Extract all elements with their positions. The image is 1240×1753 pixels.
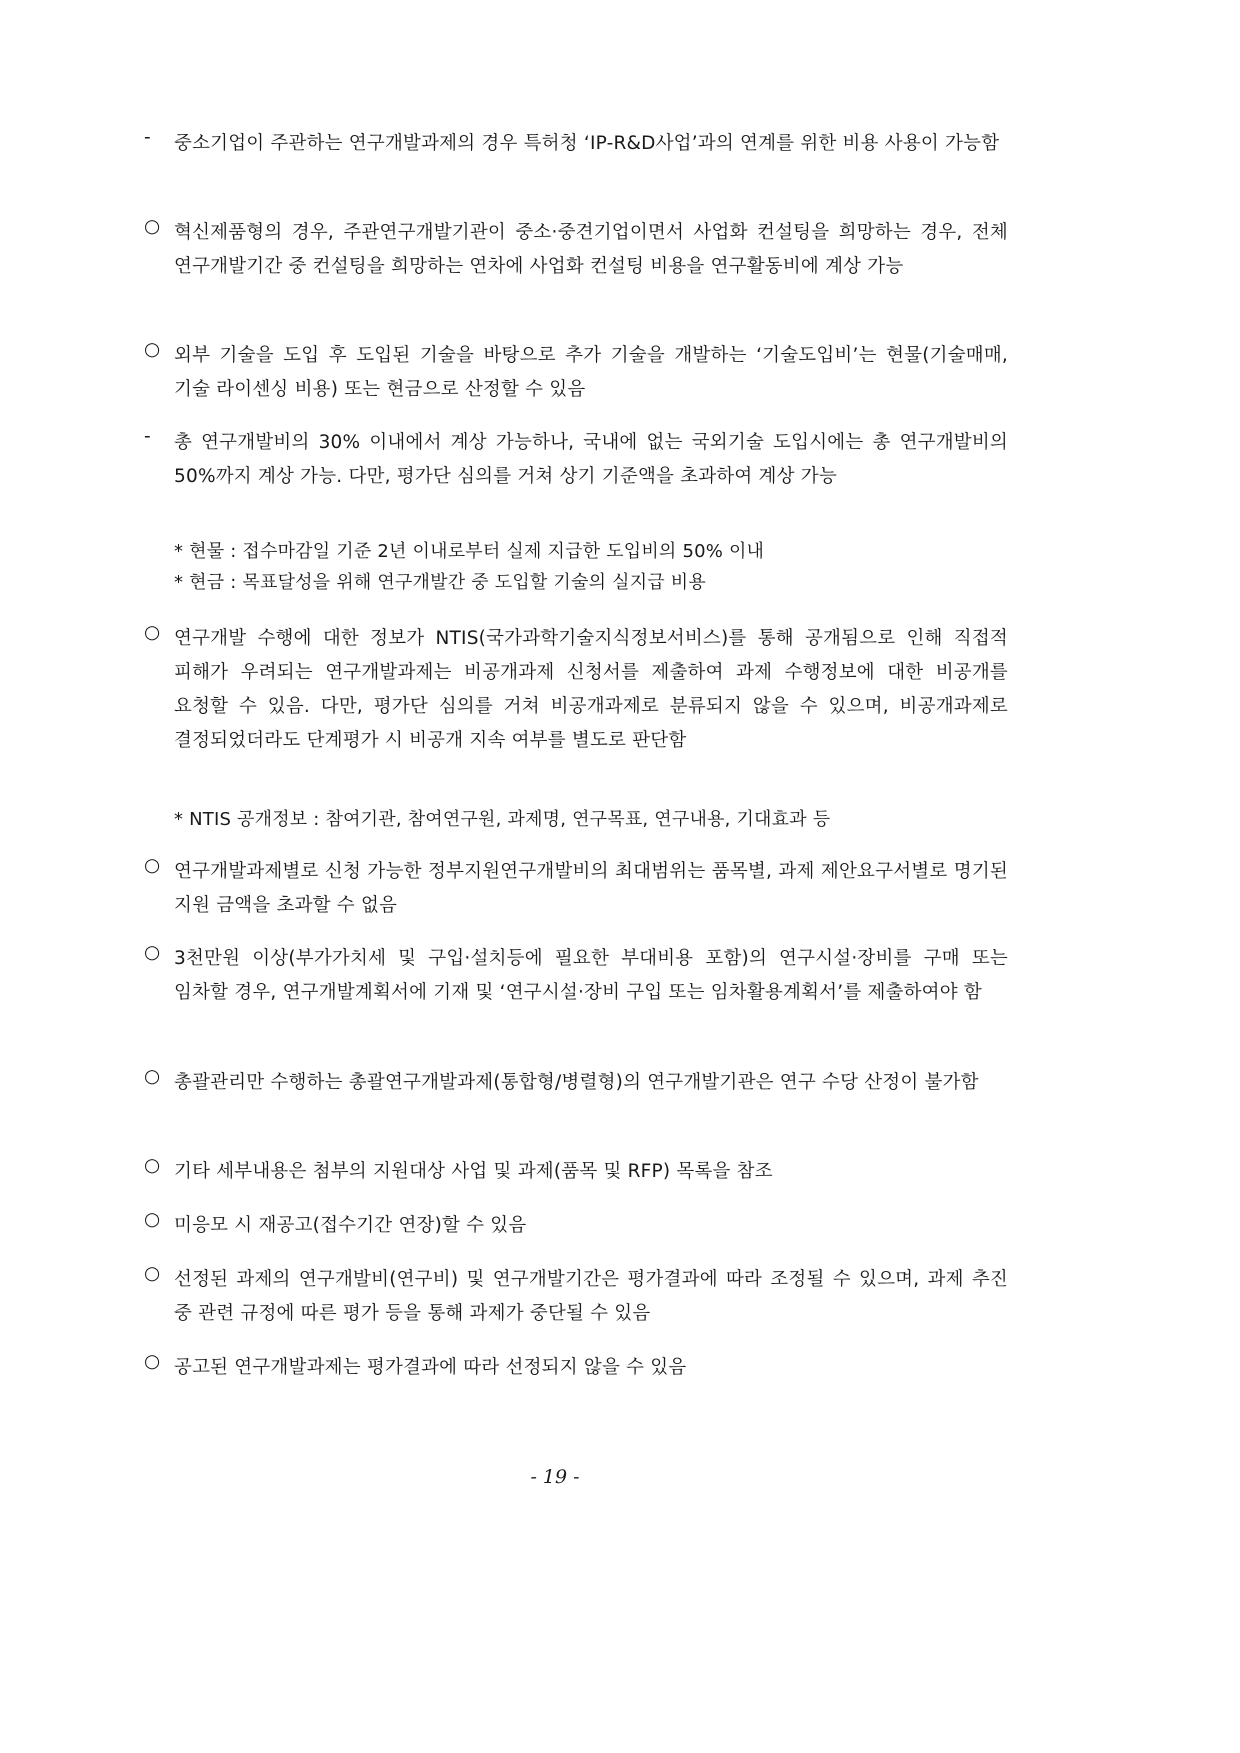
paragraph-text: 외부 기술을 도입 후 도입된 기술을 바탕으로 추가 기술을 개발하는 ‘기술도입비’는 현물(기술매매, 기술 라이센싱 비용) 또는 현금으로 산정할 수 있음 bbox=[174, 345, 1008, 400]
page-number: - 19 - bbox=[530, 1466, 580, 1488]
paragraph-text: 기타 세부내용은 첨부의 지원대상 사업 및 과제(품목 및 RFP) 목록을 참조 bbox=[174, 1161, 773, 1182]
paragraph-text: 선정된 과제의 연구개발비(연구비) 및 연구개발기간은 평가결과에 따라 조정될 수 있으며, 과제 추진 중 관련 규정에 따른 평가 등을 통해 과제가 중단될 수 있음 bbox=[174, 1269, 1008, 1324]
paragraph-innovation-product bbox=[144, 216, 1008, 284]
note-ntis-info: * NTIS 공개정보 : 참여기관, 참여연구원, 과제명, 연구목표, 연구내용, 기대효과 등 bbox=[174, 809, 831, 830]
dash-bullet: - bbox=[144, 426, 151, 447]
paragraph-not-selected bbox=[144, 1351, 1008, 1385]
paragraph-text: 3천만원 이상(부가가치세 및 구입·설치등에 필요한 부대비용 포함)의 연구시설·장비를 구매 또는 임차할 경우, 연구개발계획서에 기재 및 ‘연구시설·장비 구입 또는 임차활용계획서’를 제출하여야 함 bbox=[174, 948, 1008, 1003]
paragraph-adjustment bbox=[144, 1263, 1008, 1331]
paragraph-ip-rnd bbox=[144, 127, 1008, 161]
paragraph-tech-import bbox=[144, 339, 1008, 407]
circle-bullet: ○ bbox=[144, 1155, 161, 1176]
note-cash: * 현금 : 목표달성을 위해 연구개발간 중 도입할 기술의 실지급 비용 bbox=[174, 572, 706, 593]
paragraph-text: 중소기업이 주관하는 연구개발과제의 경우 특허청 ‘IP-R&D사업’과의 연계를 위한 비용 사용이 가능함 bbox=[174, 133, 1000, 154]
paragraph-text: 총 연구개발비의 30% 이내에서 계상 가능하나, 국내에 없는 국외기술 도입시에는 총 연구개발비의 50%까지 계상 가능. 다만, 평가단 심의를 거쳐 상기 기준액을 초과하여 계상 가능 bbox=[174, 432, 1008, 487]
paragraph-text: 미응모 시 재공고(접수기간 연장)할 수 있음 bbox=[174, 1215, 527, 1236]
paragraph-tech-import-limit bbox=[144, 426, 1008, 494]
note-in-kind: * 현물 : 접수마감일 기준 2년 이내로부터 실제 지급한 도입비의 50% 이내 bbox=[174, 541, 765, 562]
circle-bullet: ○ bbox=[144, 855, 161, 876]
paragraph-text: 연구개발 수행에 대한 정보가 NTIS(국가과학기술지식정보서비스)를 통해 공개됨으로 인해 직접적 피해가 우려되는 연구개발과제는 비공개과제 신청서를 제출하여 과제 수행정보에 대한 비공개를 요청할 수 있음. 다만, 평가단 심의를 거쳐 비공개과제로 분류되지 않을 수 있으며, 비공개과제로 결정되었더라도 단계평가 시 비공개 지속 여부를 별도로 판단함 bbox=[174, 628, 1008, 751]
circle-bullet: ○ bbox=[144, 622, 161, 643]
paragraph-text: 공고된 연구개발과제는 평가결과에 따라 선정되지 않을 수 있음 bbox=[174, 1357, 687, 1378]
paragraph-text: 연구개발과제별로 신청 가능한 정부지원연구개발비의 최대범위는 품목별, 과제 제안요구서별로 명기된 지원 금액을 초과할 수 없음 bbox=[174, 861, 1008, 916]
dash-bullet: - bbox=[144, 127, 151, 148]
circle-bullet: ○ bbox=[144, 942, 161, 963]
paragraph-text: 총괄관리만 수행하는 총괄연구개발과제(통합형/병렬형)의 연구개발기관은 연구 수당 산정이 불가함 bbox=[174, 1072, 979, 1093]
circle-bullet: ○ bbox=[144, 1209, 161, 1230]
circle-bullet: ○ bbox=[144, 1351, 161, 1372]
circle-bullet: ○ bbox=[144, 1263, 161, 1284]
circle-bullet: ○ bbox=[144, 339, 161, 360]
paragraph-max-budget bbox=[144, 855, 1008, 923]
paragraph-text: 혁신제품형의 경우, 주관연구개발기관이 중소·중견기업이면서 사업화 컨설팅을 희망하는 경우, 전체 연구개발기간 중 컨설팅을 희망하는 연차에 사업화 컨설팅 비용을 연구활동비에 계상 가능 bbox=[174, 222, 1008, 277]
paragraph-details-reference bbox=[144, 1155, 1008, 1189]
circle-bullet: ○ bbox=[144, 216, 161, 237]
paragraph-general-management bbox=[144, 1066, 1008, 1100]
paragraph-re-announcement bbox=[144, 1209, 1008, 1243]
circle-bullet: ○ bbox=[144, 1066, 161, 1087]
paragraph-ntis-disclosure bbox=[144, 622, 1008, 758]
paragraph-equipment bbox=[144, 942, 1008, 1010]
